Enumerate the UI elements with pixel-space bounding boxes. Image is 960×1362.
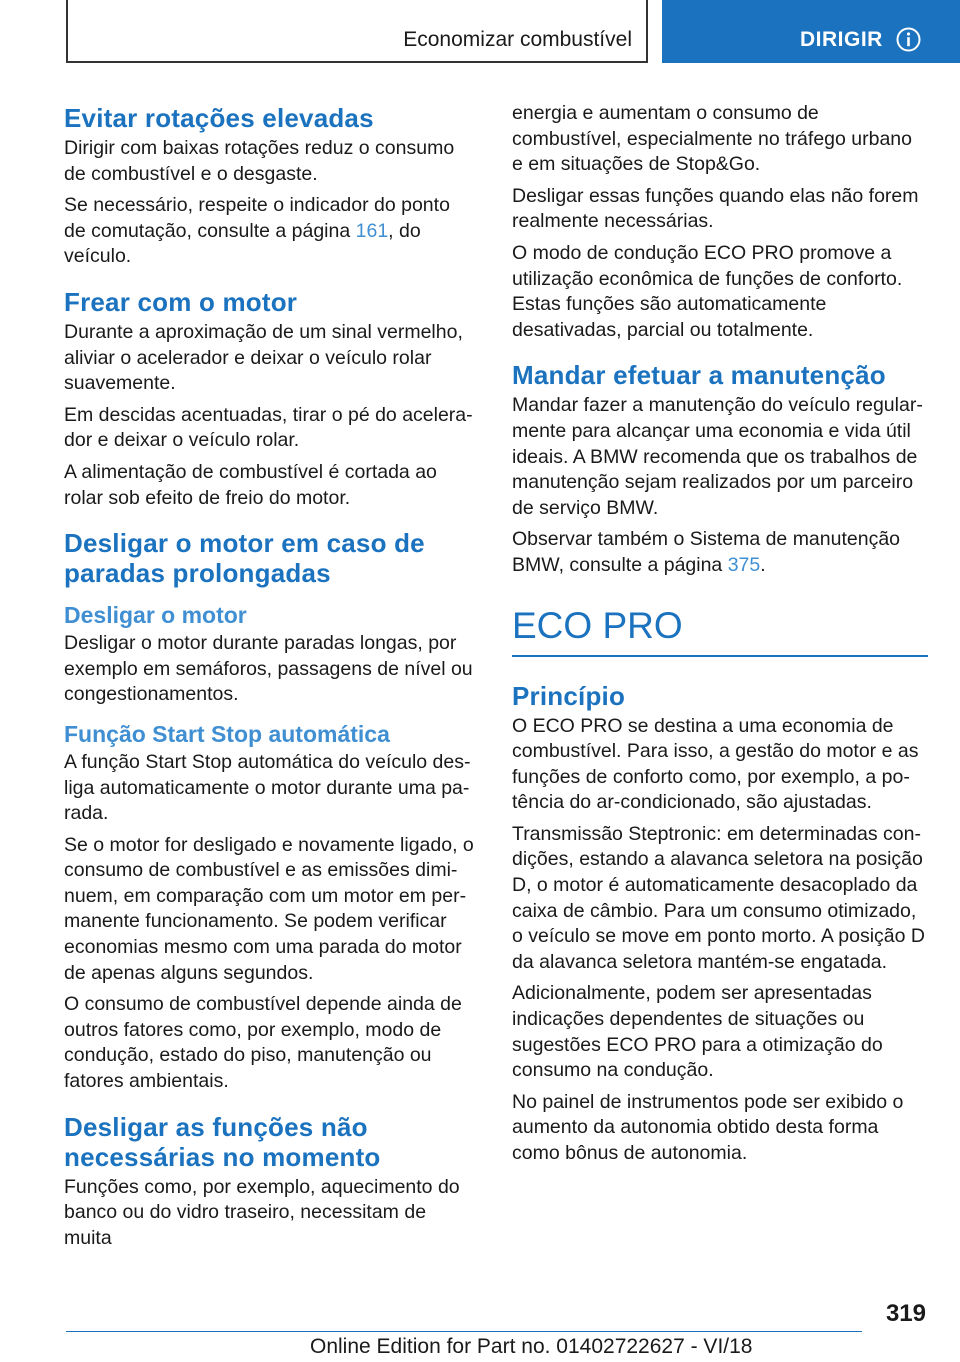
text: Observar também o Sistema de manutenção BMW, consulte a página xyxy=(512,528,901,576)
heading-manutencao: Mandar efetuar a manutenção xyxy=(512,360,886,391)
paragraph: No painel de instrumentos pode ser exibido o aumento da autonomia obtido desta forma como bônus de autonomia. xyxy=(512,1090,904,1164)
section-title: Economizar combustível xyxy=(403,28,632,51)
info-icon[interactable] xyxy=(896,27,921,52)
subheading-start-stop: Função Start Stop automática xyxy=(64,720,390,747)
heading-frear-motor: Frear com o motor xyxy=(64,286,298,317)
header-section-box xyxy=(66,0,648,63)
paragraph: O modo de condução ECO PRO promove a utilização econômica de funções de conforto. Estas funções são automaticamente desativadas, parcial ou totalmente. xyxy=(512,241,903,341)
text: , do veículo. xyxy=(64,219,421,268)
heading-evitar-rotacoes: Evitar rotações elevadas xyxy=(64,103,374,133)
footer-edition: Online Edition for Part no. 01402722627 - VI/18 xyxy=(310,1335,753,1358)
paragraph: Dirigir com baixas rotações reduz o consumo de combustível e o desgaste. xyxy=(64,137,455,185)
paragraph: Desligar o motor durante paradas longas, por exemplo em semáforos, passagens de nível ou congestionamentos. xyxy=(64,632,473,706)
page-link-161[interactable]: 161 xyxy=(355,219,389,242)
page-link-375[interactable]: 375 xyxy=(727,553,761,576)
paragraph: O ECO PRO se destina a uma economia de combustível. Para isso, a gestão do motor e as funções de conforto como, por exemplo, a potência do ar-condicionado, são ajustadas. xyxy=(512,714,919,814)
text: Se necessário, respeite o indicador do ponto de comutação, consulte a página xyxy=(64,194,450,242)
paragraph: Desligar essas funções quando elas não forem realmente necessárias. xyxy=(512,184,919,233)
heading-desligar-funcoes: Desligar as funções não necessárias no momento xyxy=(64,1111,381,1172)
paragraph: O consumo de combustível depende ainda de outros fatores como, por exemplo, modo de condução, estado do piso, manutenção ou fatores ambientais. xyxy=(64,993,462,1093)
footer-rule xyxy=(66,1331,862,1332)
paragraph: Mandar fazer a manutenção do veículo regularmente para alcançar uma economia e vida útil ideais. A BMW recomenda que os trabalhos de manutenção sejam realizados por um parceiro de serviço BMW. xyxy=(512,394,923,519)
paragraph: Se o motor for desligado e novamente ligado, o consumo de combustível e as emissões diminuem, em comparação com um motor em permanente funcionamento. Se podem verificar economias mesmo com uma parada do motor de apenas alguns segundos. xyxy=(64,833,474,984)
chapter-title-eco-pro: ECO PRO xyxy=(512,604,683,646)
paragraph: A função Start Stop automática do veículo desliga automaticamente o motor durante uma parada. xyxy=(64,750,471,825)
paragraph: Em descidas acentuadas, tirar o pé do acelerador e deixar o veículo rolar. xyxy=(64,403,473,452)
paragraph-with-link xyxy=(64,193,477,270)
paragraph: Adicionalmente, podem ser apresentadas indicações dependentes de situações ou sugestões ECO PRO para a otimização do consumo na condução. xyxy=(512,982,883,1082)
text: . xyxy=(760,553,766,576)
paragraph-with-link xyxy=(512,527,925,578)
title-rule xyxy=(512,655,928,657)
paragraph: energia e aumentam o consumo de combustível, especialmente no tráfego urbano e em situações de Stop&Go. xyxy=(512,102,912,176)
page-number: 319 xyxy=(885,1300,926,1327)
right-column xyxy=(512,101,925,1167)
paragraph: Transmissão Steptronic: em determinadas condições, estando a alavanca seletora na posição D, o motor é automaticamente desacoplado da caixa de câmbio. Para um consumo otimizado, o veículo se move em ponto morto. A posição D da alavanca seletora mantém-se engatada. xyxy=(512,822,925,973)
paragraph: Durante a aproximação de um sinal vermelho, aliviar o acelerador e deixar o veículo rolar suavemente. xyxy=(64,320,463,395)
paragraph: A alimentação de combustível é cortada ao rolar sob efeito de freio do motor. xyxy=(64,460,437,509)
heading-desligar-motor-paradas: Desligar o motor em caso de paradas prolongadas xyxy=(64,528,425,589)
paragraph: Funções como, por exemplo, aquecimento do banco ou do vidro traseiro, necessitam de muita xyxy=(64,1175,460,1249)
chapter-tab-label: DIRIGIR xyxy=(800,28,883,51)
subheading-desligar-motor: Desligar o motor xyxy=(64,602,247,629)
heading-principio: Princípio xyxy=(512,680,626,711)
left-column xyxy=(64,103,477,1251)
chapter-tab[interactable] xyxy=(662,0,960,63)
